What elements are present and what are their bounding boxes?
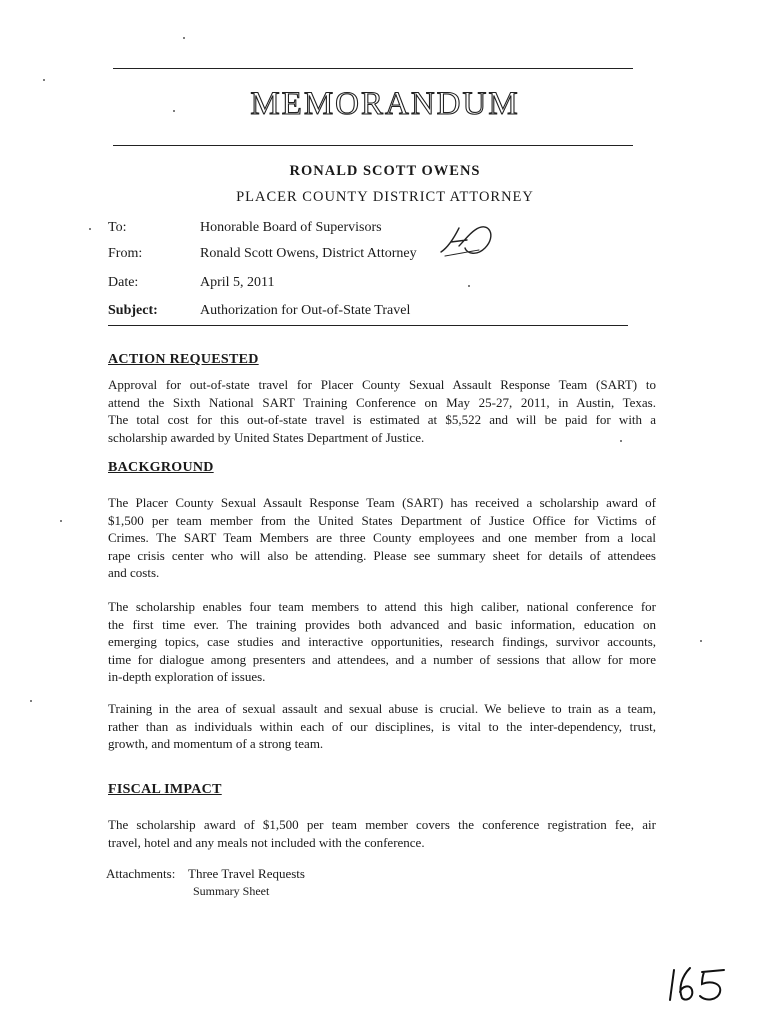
scan-speck	[468, 285, 470, 287]
paragraph-line: rather than as individuals within each of our disciplines, is vital to the inter-dependency, trust,	[108, 718, 656, 734]
background-paragraph-1	[108, 494, 656, 582]
fiscal-impact-paragraph	[108, 816, 656, 851]
background-paragraph-3	[108, 700, 656, 753]
scan-speck	[89, 228, 91, 230]
paragraph-line: in-depth exploration of issues.	[108, 669, 266, 684]
paragraph-line: The Placer County Sexual Assault Response Team (SART) has received a scholarship award of	[108, 495, 656, 510]
scan-speck	[60, 520, 62, 522]
paragraph-line: Approval for out-of-state travel for Placer County Sexual Assault Response Team (SART) to	[108, 377, 656, 392]
scan-speck	[183, 37, 185, 39]
scan-speck	[620, 440, 622, 442]
paragraph-line: Crimes. The SART Team Members are three County employees and one member from a local	[108, 530, 656, 545]
subject-label: Subject:	[108, 303, 158, 318]
action-requested-paragraph	[108, 376, 656, 446]
author-office: PLACER COUNTY DISTRICT ATTORNEY	[236, 189, 534, 205]
paragraph-line: attend the Sixth National SART Training Conference on May 25-27, 2011, in Austin, Texas.	[108, 394, 656, 410]
paragraph-line: emerging topics, case studies and interactive opportunities, research findings, survivor accounts,	[108, 634, 656, 649]
paragraph-line: the first time ever. The training provides both advanced and basic information, education on	[108, 616, 656, 632]
signature-initials-icon	[437, 218, 497, 262]
subject-value: Authorization for Out-of-State Travel	[200, 303, 411, 318]
paragraph-line: scholarship awarded by United States Department of Justice.	[108, 429, 425, 445]
author-name: RONALD SCOTT OWENS	[289, 163, 481, 179]
to-label: To:	[108, 220, 127, 235]
paragraph-line: The total cost for this out-of-state travel is estimated at $5,522 and will be paid for with a	[108, 412, 656, 427]
paragraph-line: $1,500 per team member from the United States Department of Justice Office for Victims of	[108, 512, 656, 528]
attachment-item: Summary Sheet	[193, 884, 270, 898]
paragraph-line: rape crisis center who will also be attending. Please see summary sheet for details of attendees	[108, 547, 656, 563]
paragraph-line: The scholarship award of $1,500 per team member covers the conference registration fee, air	[108, 817, 656, 832]
paragraph-line: travel, hotel and any meals not included with the conference.	[108, 834, 425, 850]
paragraph-line: and costs.	[108, 565, 160, 580]
paragraph-line: Training in the area of sexual assault and sexual abuse is crucial. We believe to train as a team,	[108, 701, 656, 716]
attachments-label: Attachments:	[106, 866, 176, 881]
date-value: April 5, 2011	[200, 275, 275, 290]
paragraph-line: time for dialogue among presenters and attendees, and a number of sessions that allow for more	[108, 651, 656, 667]
date-label: Date:	[108, 275, 139, 290]
header-bottom-rule	[108, 325, 628, 326]
scan-speck	[43, 79, 45, 81]
fiscal-impact-heading: FISCAL IMPACT	[108, 782, 222, 797]
page-number	[668, 960, 730, 1009]
background-paragraph-2	[108, 598, 656, 686]
background-heading: BACKGROUND	[108, 460, 214, 475]
scan-speck	[700, 640, 702, 642]
action-requested-heading: ACTION REQUESTED	[108, 352, 259, 367]
title-underline	[113, 145, 633, 146]
scan-speck	[173, 110, 175, 112]
attachment-item: Three Travel Requests	[188, 866, 305, 881]
from-value: Ronald Scott Owens, District Attorney	[200, 246, 417, 261]
paragraph-line: The scholarship enables four team members to attend this high caliber, national conference for	[108, 599, 656, 614]
memo-title: MEMORANDUM	[250, 86, 520, 122]
scan-speck	[30, 700, 32, 702]
paragraph-line: growth, and momentum of a strong team.	[108, 736, 324, 751]
from-label: From:	[108, 246, 143, 261]
to-value: Honorable Board of Supervisors	[200, 220, 382, 235]
top-rule	[113, 68, 633, 69]
page-number-handwriting-icon	[668, 960, 730, 1004]
